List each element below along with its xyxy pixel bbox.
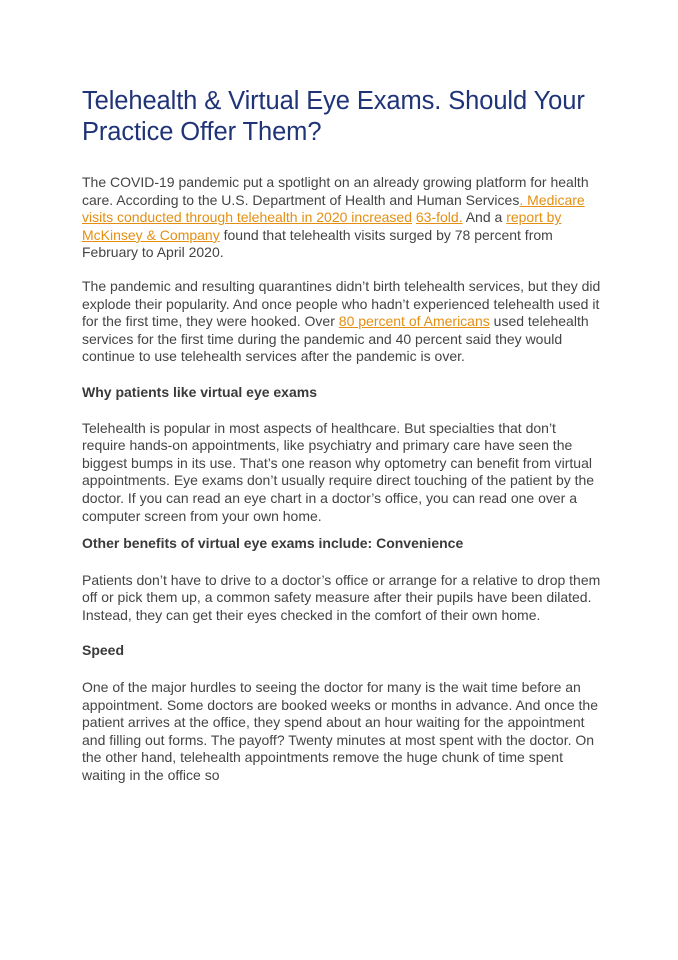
eighty-percent-americans-link[interactable]: 80 percent of Americans — [338, 313, 490, 330]
page-title: Telehealth & Virtual Eye Exams. Should Your Practice Offer Them? — [82, 87, 585, 146]
intro-text-3: And a — [462, 209, 507, 226]
benefits-heading: Other benefits of virtual eye exams include: Convenience — [82, 535, 464, 552]
why-paragraph: Telehealth is popular in most aspects of healthcare. But specialties that don’t require hands-on appointments, like psychiatry and primary care have seen the biggest bumps in its use. That’s one reason why optometry can benefit from virtual appointments. Eye exams don’t usually require direct touching of the patient by the doctor. If you can read an eye chart in a doctor’s office, you can read one over a computer screen from your own home. — [82, 419, 595, 524]
intro-paragraph — [82, 174, 602, 262]
medicare-telehealth-link[interactable]: . Medicare visits conducted through telehealth in 2020 increased — [82, 191, 585, 226]
document-page — [82, 86, 602, 785]
sixty-three-fold-link[interactable]: 63-fold. — [415, 209, 463, 226]
popularity-text-1: The pandemic and resulting quarantines didn’t birth telehealth services, but they did explode their popularity. And once people who hadn’t experienced telehealth used it for the first time, they were hooked. Over — [82, 277, 601, 330]
intro-text-4: found that telehealth visits surged by 78 percent from February to April 2020. — [82, 226, 553, 261]
convenience-paragraph: Patients don’t have to drive to a doctor’s office or arrange for a relative to drop them off or pick them up, a common safety measure after their pupils have been dilated. Instead, they can get their eyes checked in the comfort of their own home. — [82, 571, 601, 623]
why-patients-heading: Why patients like virtual eye exams — [82, 383, 317, 400]
intro-text-1: The COVID-19 pandemic put a spotlight on an already growing platform for health care. According to the U.S. Department of Health and Human Services — [82, 174, 589, 208]
speed-paragraph: One of the major hurdles to seeing the doctor for many is the wait time before an appointment. Some doctors are booked weeks or months in advance. And once the patient arrives at the office, they spend about an hour waiting for the appointment and filling out forms. The payoff? Twenty minutes at most spent with the doctor. On the other hand, telehealth appointments remove the huge chunk of time spent waiting in the office so — [82, 679, 598, 784]
popularity-paragraph — [82, 278, 602, 366]
speed-heading: Speed — [82, 642, 125, 659]
popularity-text-2: used telehealth services for the first time during the pandemic and 40 percent said they would continue to use telehealth services after the pandemic is over. — [82, 313, 589, 365]
mckinsey-report-link[interactable]: report by McKinsey & Company — [82, 209, 562, 243]
